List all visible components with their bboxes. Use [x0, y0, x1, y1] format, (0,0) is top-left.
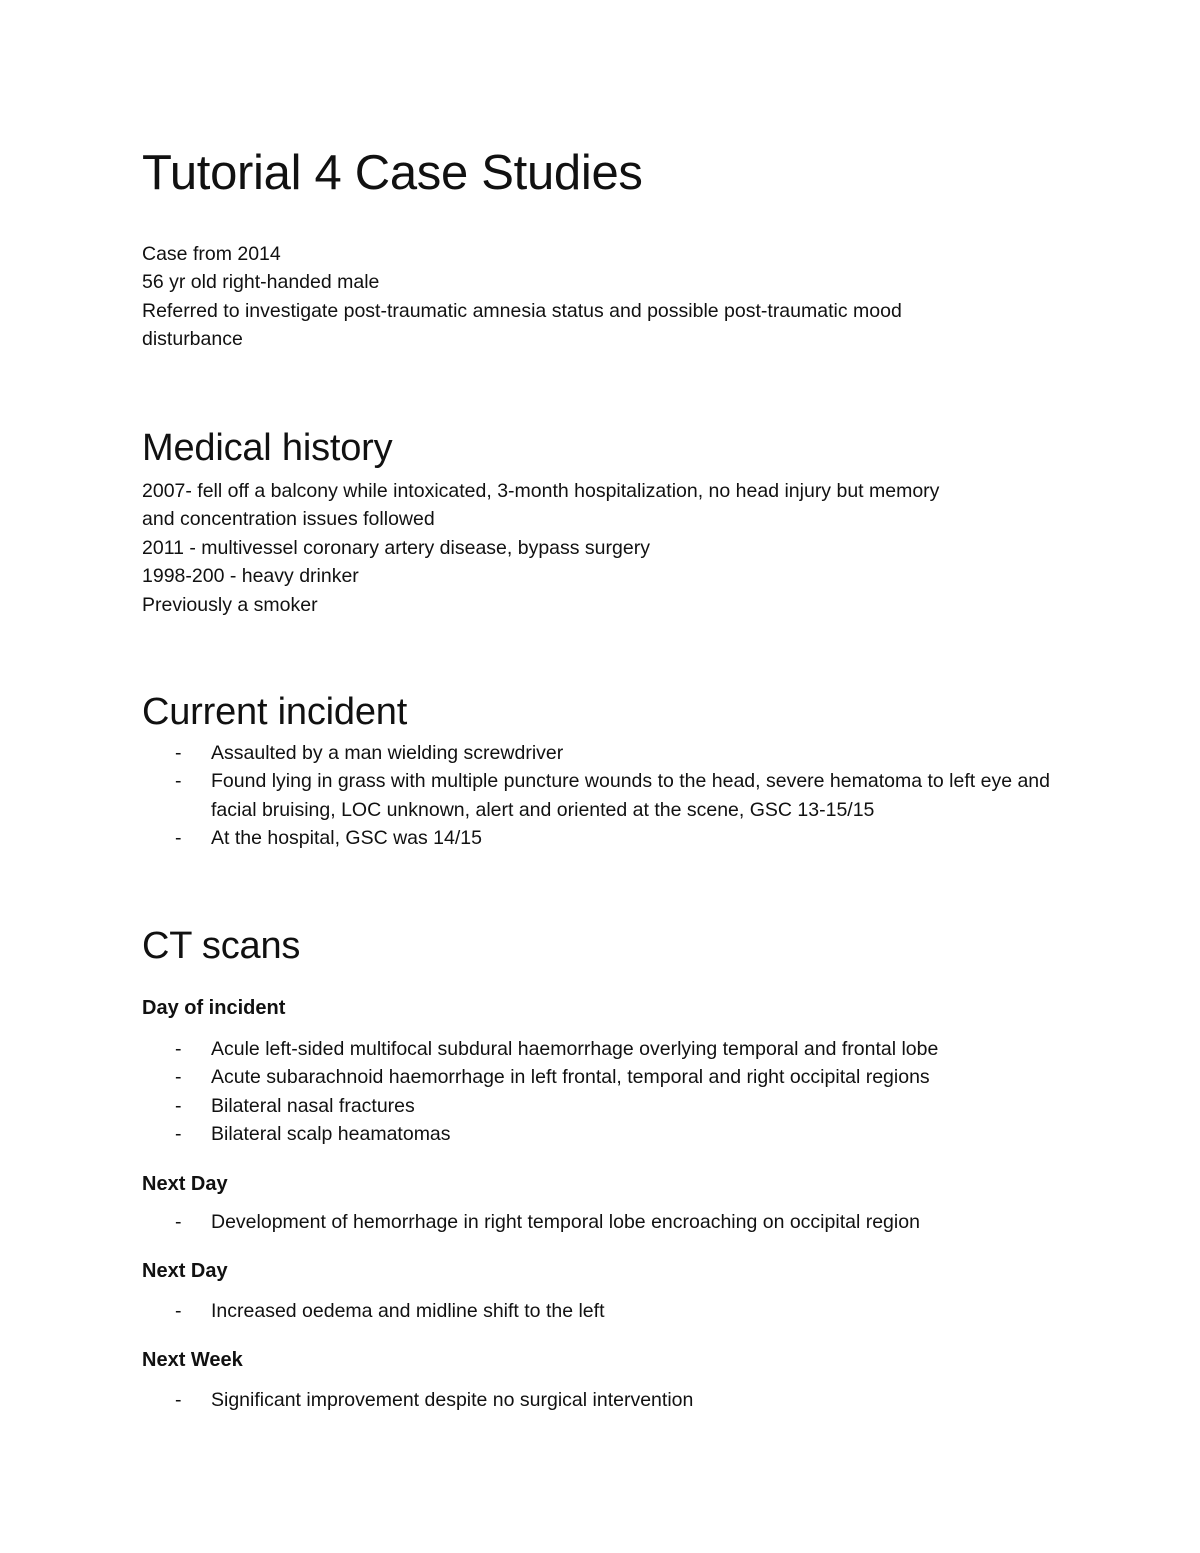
list-item — [142, 1063, 1072, 1091]
document-title: Tutorial 4 Case Studies — [142, 146, 643, 200]
list-item — [142, 767, 1072, 824]
list-item — [142, 1092, 1072, 1120]
dash-bullet: - — [175, 827, 182, 850]
list-item-text: Found lying in grass with multiple puncture wounds to the head, severe hematoma to left eye and facial bruising, LOC unknown, alert and oriented at the scene, GSC 13-15/15 — [211, 770, 1050, 821]
dash-bullet: - — [175, 1038, 182, 1060]
dash-bullet: - — [175, 742, 182, 764]
list-item-text: At the hospital, GSC was 14/15 — [211, 827, 482, 850]
list-item-text: Acule left-sided multifocal subdural haemorrhage overlying temporal and frontal lobe — [211, 1038, 939, 1060]
ct-next-week-heading: Next Week — [142, 1349, 243, 1371]
intro-paragraph — [142, 240, 1062, 354]
intro-line: 56 yr old right-handed male — [142, 271, 380, 294]
dash-bullet: - — [175, 1066, 182, 1089]
ct-next-day-2-heading: Next Day — [142, 1260, 228, 1282]
ct-day-of-incident-list — [142, 1035, 1072, 1149]
list-item — [142, 1386, 1072, 1414]
ct-day-of-incident-heading: Day of incident — [142, 997, 286, 1019]
ct-next-day-heading: Next Day — [142, 1173, 228, 1195]
list-item-text: Acute subarachnoid haemorrhage in left frontal, temporal and right occipital regions — [211, 1066, 930, 1089]
list-item-text: Development of hemorrhage in right temporal lobe encroaching on occipital region — [211, 1211, 920, 1233]
dash-bullet: - — [175, 770, 182, 793]
list-item — [142, 739, 1072, 767]
history-line: Previously a smoker — [142, 593, 318, 616]
dash-bullet: - — [175, 1123, 182, 1146]
medical-history-paragraph — [142, 477, 1062, 619]
list-item — [142, 1297, 1072, 1325]
list-item-text: Bilateral scalp heamatomas — [211, 1123, 451, 1146]
history-line: 1998-200 - heavy drinker — [142, 565, 359, 588]
ct-scans-heading: CT scans — [142, 925, 301, 967]
intro-line: disturbance — [142, 328, 243, 351]
dash-bullet: - — [175, 1094, 182, 1117]
medical-history-heading: Medical history — [142, 427, 393, 469]
history-line: 2007- fell off a balcony while intoxicated, 3-month hospitalization, no head injury but memory — [142, 480, 940, 502]
current-incident-heading: Current incident — [142, 691, 408, 733]
history-line: 2011 - multivessel coronary artery disease, bypass surgery — [142, 536, 650, 559]
dash-bullet: - — [175, 1389, 182, 1411]
list-item — [142, 1120, 1072, 1148]
dash-bullet: - — [175, 1211, 182, 1233]
history-line: and concentration issues followed — [142, 508, 435, 531]
intro-line: Referred to investigate post-traumatic amnesia status and possible post-traumatic mood — [142, 299, 902, 322]
current-incident-list — [142, 739, 1072, 853]
intro-line: Case from 2014 — [142, 243, 281, 265]
list-item-text: Bilateral nasal fractures — [211, 1094, 415, 1117]
list-item — [142, 824, 1072, 852]
list-item — [142, 1035, 1072, 1063]
ct-next-week-list — [142, 1386, 1072, 1414]
dash-bullet: - — [175, 1300, 182, 1322]
list-item-text: Significant improvement despite no surgical intervention — [211, 1389, 694, 1411]
ct-next-day-list — [142, 1208, 1072, 1236]
list-item — [142, 1208, 1072, 1236]
ct-next-day-2-list — [142, 1297, 1072, 1325]
list-item-text: Increased oedema and midline shift to the left — [211, 1300, 605, 1322]
list-item-text: Assaulted by a man wielding screwdriver — [211, 742, 564, 764]
